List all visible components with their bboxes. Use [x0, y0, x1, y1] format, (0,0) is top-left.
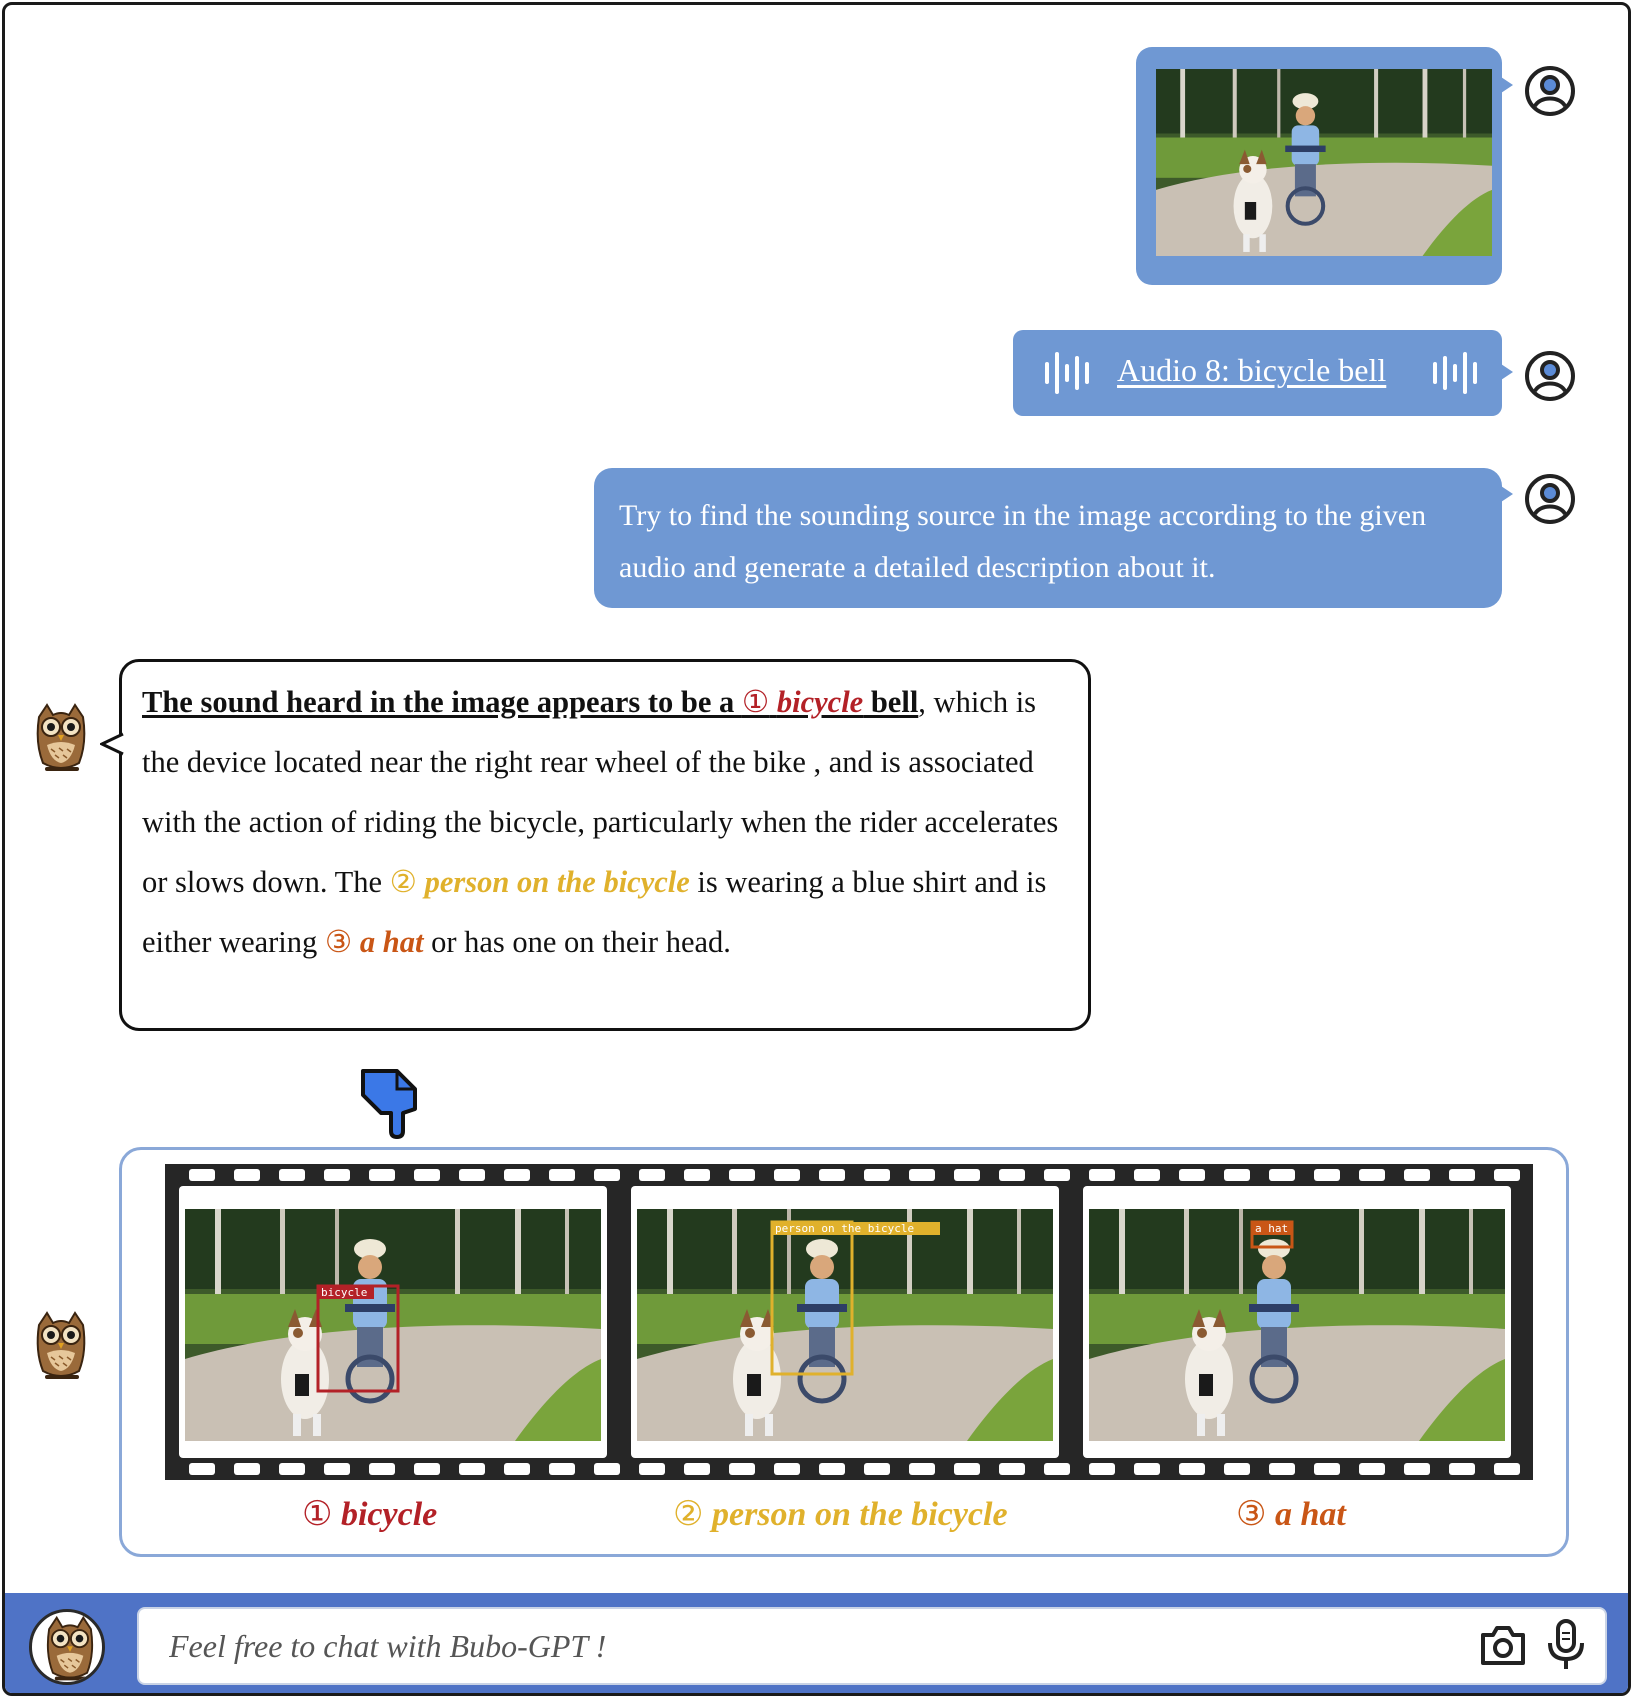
- film-perforation: [1359, 1463, 1385, 1475]
- film-perforation: [459, 1169, 485, 1181]
- bubble-tail: [100, 732, 124, 756]
- ref-person-on-bicycle: person on the bicycle: [424, 865, 690, 899]
- user-text-message: [594, 468, 1502, 608]
- ref-number-1: ①: [741, 685, 770, 719]
- film-perforation: [999, 1463, 1025, 1475]
- owl-icon: [31, 703, 91, 775]
- film-perforation: [414, 1169, 440, 1181]
- film-perforation: [1449, 1169, 1475, 1181]
- film-perforation: [324, 1463, 350, 1475]
- bubble-tail: [1501, 77, 1513, 93]
- microphone-icon[interactable]: [1542, 1619, 1590, 1671]
- bbox-label-1: bicycle: [321, 1286, 368, 1299]
- user-audio-message[interactable]: [1013, 330, 1502, 416]
- ref-bicycle: bicycle: [776, 685, 864, 719]
- film-perforation: [1089, 1169, 1115, 1181]
- bot-avatar: [29, 1609, 105, 1685]
- film-perforation: [864, 1463, 890, 1475]
- film-perforation: [639, 1463, 665, 1475]
- film-perforation: [1044, 1169, 1070, 1181]
- film-perforation: [189, 1463, 215, 1475]
- owl-icon: [32, 1612, 105, 1685]
- frame-image-bicycle: [185, 1209, 601, 1441]
- caption-a-hat: ③ a hat: [1236, 1496, 1346, 1533]
- film-perforation: [1134, 1169, 1160, 1181]
- film-perforation: [1089, 1463, 1115, 1475]
- film-perforation: [594, 1169, 620, 1181]
- ref-number-3: ③: [324, 925, 353, 959]
- owl-icon: [31, 1311, 91, 1383]
- film-perforation: [369, 1463, 395, 1475]
- film-perforation: [1314, 1169, 1340, 1181]
- film-perforation: [1179, 1463, 1205, 1475]
- bubble-tail: [1501, 364, 1513, 380]
- film-perforation: [639, 1169, 665, 1181]
- film-perforation: [1404, 1463, 1430, 1475]
- chat-input-bar: [5, 1593, 1631, 1696]
- chat-input[interactable]: [137, 1607, 1607, 1685]
- film-perforation: [1179, 1169, 1205, 1181]
- film-perforation: [1449, 1463, 1475, 1475]
- film-perforation: [1044, 1463, 1070, 1475]
- film-perforation: [909, 1169, 935, 1181]
- frame-image-hat: [1089, 1209, 1505, 1441]
- film-perforation: [864, 1169, 890, 1181]
- film-perforation: [729, 1169, 755, 1181]
- film-perforation: [1404, 1169, 1430, 1181]
- film-perforation: [234, 1169, 260, 1181]
- caption-person-on-bicycle: ② person on the bicycle: [673, 1496, 1008, 1533]
- film-perforation: [684, 1169, 710, 1181]
- film-perforation: [234, 1463, 260, 1475]
- user-avatar-icon: [1524, 65, 1576, 117]
- film-perforation: [774, 1169, 800, 1181]
- film-perforation: [819, 1463, 845, 1475]
- bicycle-photo[interactable]: [1156, 69, 1492, 256]
- film-perforation: [954, 1169, 980, 1181]
- user-image-message[interactable]: [1136, 47, 1502, 285]
- camera-icon[interactable]: [1479, 1619, 1527, 1671]
- grounding-frame-2[interactable]: [631, 1186, 1059, 1458]
- hand-pointing-down-icon: [357, 1065, 423, 1141]
- film-perforation: [594, 1463, 620, 1475]
- assistant-text-message: [119, 659, 1091, 1031]
- film-perforation: [1269, 1463, 1295, 1475]
- bubble-tail: [1501, 486, 1513, 502]
- film-perforation: [369, 1169, 395, 1181]
- grounding-frame-1[interactable]: [179, 1186, 607, 1458]
- film-perforation: [504, 1169, 530, 1181]
- film-perforation: [1224, 1463, 1250, 1475]
- film-perforation: [1494, 1169, 1520, 1181]
- film-perforation: [279, 1463, 305, 1475]
- film-perforation: [999, 1169, 1025, 1181]
- film-perforation: [684, 1463, 710, 1475]
- film-perforation: [774, 1463, 800, 1475]
- film-perforation: [1224, 1169, 1250, 1181]
- film-perforation: [1494, 1463, 1520, 1475]
- ref-a-hat: a hat: [359, 925, 424, 959]
- film-perforation: [954, 1463, 980, 1475]
- user-avatar-icon: [1524, 350, 1576, 402]
- film-perforation: [504, 1463, 530, 1475]
- sound-wave-icon: [1043, 350, 1093, 396]
- film-strip: [165, 1164, 1533, 1480]
- reply-lead: The sound heard in the image appears to be a ① bicycle bell: [142, 685, 919, 719]
- film-perforation: [549, 1463, 575, 1475]
- audio-file-link[interactable]: Audio 8: bicycle bell: [1117, 352, 1387, 388]
- assistant-grounding-result: [119, 1147, 1569, 1557]
- user-message-text: Try to find the sounding source in the image according to the given audio and generate a detailed description about it.: [619, 499, 1427, 584]
- film-perforation: [909, 1463, 935, 1475]
- film-perforation: [1269, 1169, 1295, 1181]
- film-perforation: [729, 1463, 755, 1475]
- ref-number-2: ②: [389, 865, 418, 899]
- film-perforation: [549, 1169, 575, 1181]
- assistant-reply-text: The sound heard in the image appears to be a ① bicycle bell, which is the device located near the right rear wheel of the bike , and is associated with the action of riding the bicycle, particularly when the rider accelerates or slows down. The ② person on the bicycle is wearing a blue shirt and is either wearing ③ a hat or has one on their head.: [142, 685, 1059, 959]
- film-perforation: [414, 1463, 440, 1475]
- film-perforation: [324, 1169, 350, 1181]
- film-perforation: [1314, 1463, 1340, 1475]
- film-perforation: [459, 1463, 485, 1475]
- film-perforation: [1134, 1463, 1160, 1475]
- user-avatar-icon: [1524, 473, 1576, 525]
- grounding-frame-3[interactable]: [1083, 1186, 1511, 1458]
- film-perforation: [279, 1169, 305, 1181]
- film-perforation: [1359, 1169, 1385, 1181]
- chat-window: [2, 2, 1631, 1696]
- film-perforation: [189, 1169, 215, 1181]
- sound-wave-icon: [1431, 350, 1481, 396]
- caption-bicycle: ① bicycle: [302, 1496, 438, 1533]
- bbox-label-3: a hat: [1255, 1222, 1289, 1235]
- frame-image-person: [637, 1209, 1053, 1441]
- film-perforation: [819, 1169, 845, 1181]
- bbox-label-2: person on the bicycle: [775, 1222, 915, 1235]
